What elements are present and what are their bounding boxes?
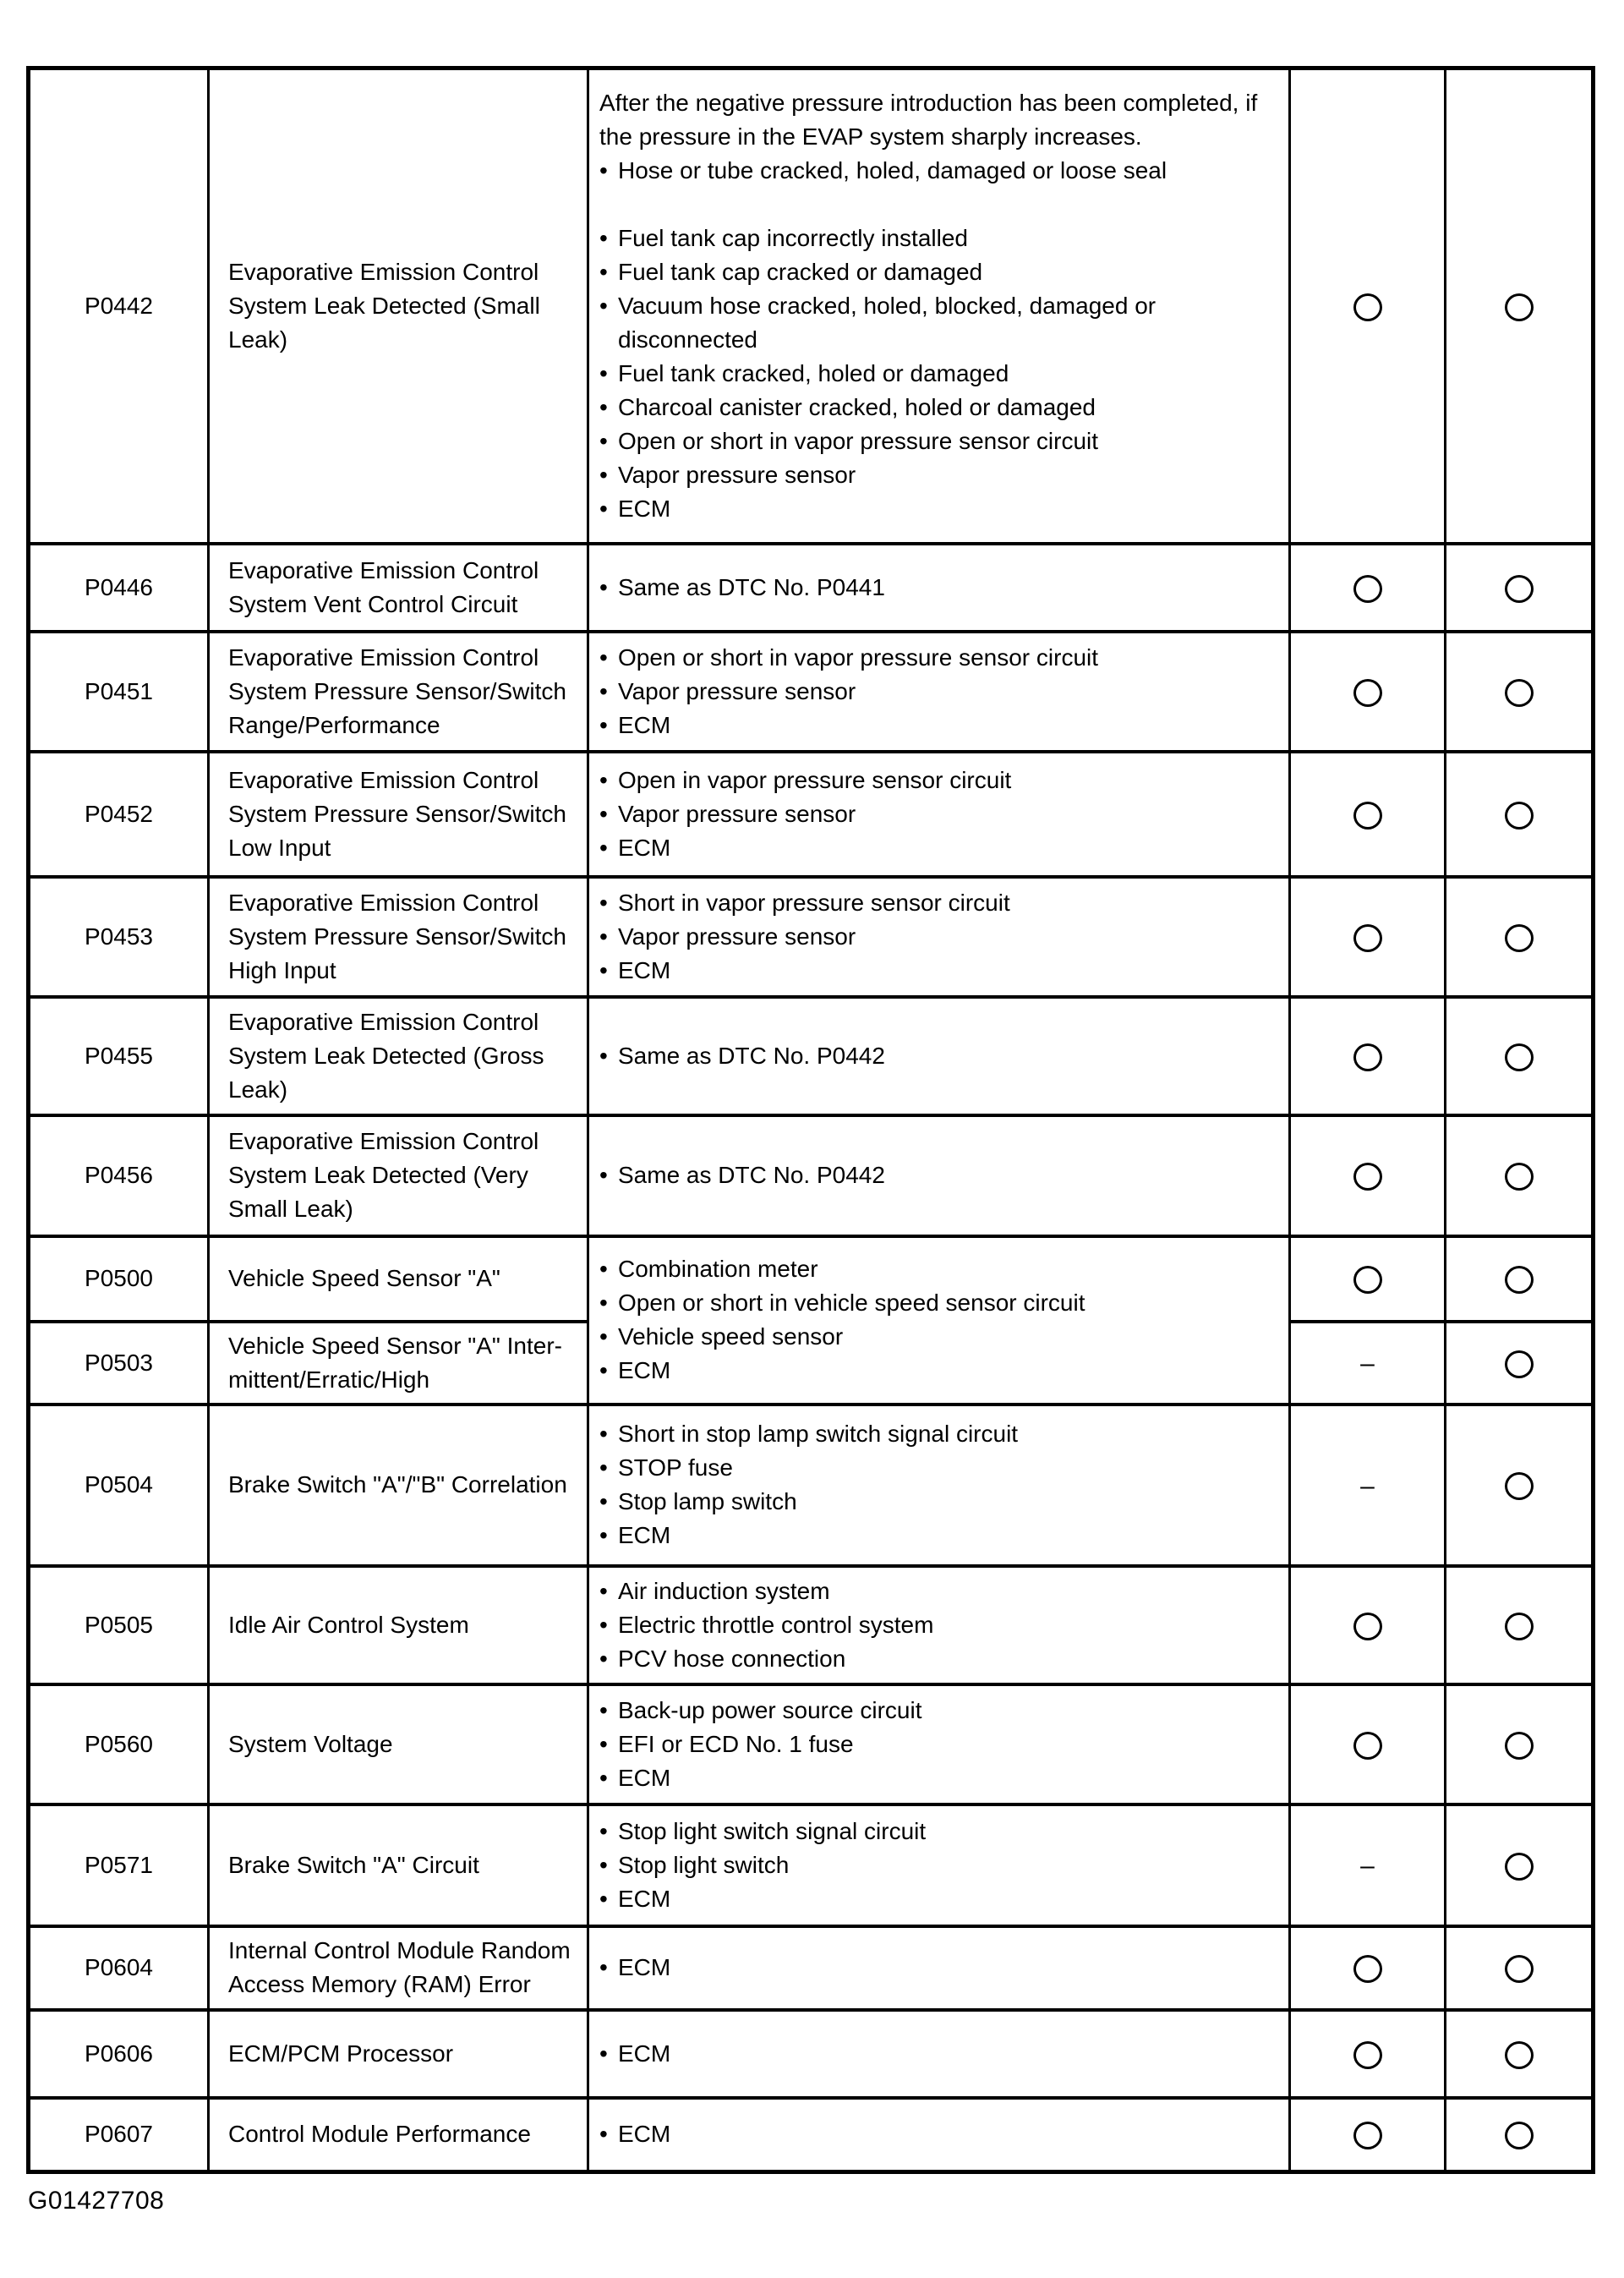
mark-cell-left [1290, 1926, 1446, 2010]
circle-mark [1505, 802, 1534, 830]
spacer [599, 188, 1280, 222]
trouble-item [599, 1158, 1280, 1192]
circle-mark [1505, 1613, 1534, 1640]
mark-cell-right [1446, 2098, 1594, 2172]
trouble-area-cell [588, 997, 1290, 1115]
trouble-item [599, 641, 1280, 675]
dtc-code-cell: P0606 [29, 2010, 209, 2098]
trouble-intro: After the negative pressure introduction has been completed, if the pressure in the EVAP system sharply increases. [599, 89, 1258, 150]
bullet-icon: • [599, 1488, 608, 1514]
bullet-icon: • [599, 2040, 608, 2067]
circle-mark [1505, 293, 1534, 321]
bullet-icon: • [599, 1730, 608, 1757]
mark-cell-left [1290, 1804, 1446, 1926]
mark-cell-left [1290, 1115, 1446, 1236]
trouble-item [599, 222, 1280, 255]
circle-mark [1505, 575, 1534, 603]
circle-mark [1505, 1853, 1534, 1881]
trouble-item [599, 1882, 1280, 1916]
bullet-icon: • [599, 1454, 608, 1481]
trouble-item-text: Open or short in vehicle speed sensor circuit [618, 1290, 1085, 1316]
dtc-code-cell: P0451 [29, 632, 209, 752]
trouble-area-cell [588, 1804, 1290, 1926]
trouble-item-text: ECM [618, 1522, 671, 1548]
trouble-item-text: Fuel tank cap incorrectly installed [618, 224, 968, 251]
trouble-item-text: Vapor pressure sensor [618, 800, 856, 827]
trouble-item-text: Stop light switch signal circuit [618, 1817, 927, 1844]
trouble-area-cell [588, 1926, 1290, 2010]
trouble-item-text: ECM [618, 834, 671, 861]
circle-mark [1505, 1350, 1534, 1378]
trouble-item [599, 424, 1280, 458]
trouble-item-text: ECM [618, 2121, 671, 2148]
trouble-item-text: Vapor pressure sensor [618, 677, 856, 704]
dtc-code-cell: P0560 [29, 1684, 209, 1804]
mark-cell-right [1446, 997, 1594, 1115]
bullet-icon: • [599, 393, 608, 420]
circle-mark [1353, 2041, 1382, 2069]
bullet-icon: • [599, 2121, 608, 2148]
mark-cell-left [1290, 544, 1446, 632]
trouble-item [599, 458, 1280, 492]
dtc-code-cell: P0571 [29, 1804, 209, 1926]
mark-cell-right [1446, 1926, 1594, 2010]
dtc-code-cell: P0505 [29, 1566, 209, 1684]
trouble-item-text: Same as DTC No. P0442 [618, 1162, 885, 1188]
circle-mark [1505, 1043, 1534, 1071]
trouble-area-cell [588, 2098, 1290, 2172]
trouble-item-text: ECM [618, 1885, 671, 1912]
bullet-icon: • [599, 1954, 608, 1980]
trouble-item [599, 675, 1280, 709]
mark-cell-left [1290, 1566, 1446, 1684]
dtc-description-cell: Brake Switch "A"/"B" Correlation [209, 1405, 588, 1566]
dtc-row [29, 68, 1594, 544]
trouble-item-text: ECM [618, 956, 671, 983]
mark-cell-left [1290, 68, 1446, 544]
trouble-item-text: Vacuum hose cracked, holed, blocked, damaged or disconnected [618, 292, 1156, 353]
circle-mark [1353, 679, 1382, 707]
dtc-row [29, 544, 1594, 632]
dtc-row [29, 1236, 1594, 1322]
bullet-icon: • [599, 224, 608, 251]
dtc-description-cell: Control Module Performance [209, 2098, 588, 2172]
mark-cell-right [1446, 1236, 1594, 1322]
dtc-code-cell: P0503 [29, 1322, 209, 1405]
circle-mark [1505, 2122, 1534, 2149]
mark-cell-left [1290, 632, 1446, 752]
circle-mark [1505, 1266, 1534, 1294]
bullet-icon: • [599, 1162, 608, 1188]
trouble-item-text: Short in vapor pressure sensor circuit [618, 889, 1010, 916]
dtc-code-cell: P0455 [29, 997, 209, 1115]
dtc-description-cell: Evaporative Emission Control System Leak Detected (Gross Leak) [209, 997, 588, 1115]
dtc-row [29, 2098, 1594, 2172]
bullet-icon: • [599, 1522, 608, 1548]
trouble-item-text: Same as DTC No. P0442 [618, 1042, 885, 1069]
trouble-area-cell [588, 877, 1290, 997]
trouble-area-cell [588, 2010, 1290, 2098]
trouble-area-cell [588, 544, 1290, 632]
dtc-description-cell: Evaporative Emission Control System Pressure Sensor/Switch Low Input [209, 752, 588, 877]
circle-mark [1353, 1613, 1382, 1640]
dtc-row [29, 1926, 1594, 2010]
dtc-description-cell: Evaporative Emission Control System Pressure Sensor/Switch Range/Performance [209, 632, 588, 752]
trouble-area-cell [588, 68, 1290, 544]
trouble-item-text: ECM [618, 495, 671, 522]
dtc-table-body [29, 68, 1594, 2172]
dtc-row [29, 997, 1594, 1115]
trouble-item [599, 1815, 1280, 1848]
trouble-item-text: Open or short in vapor pressure sensor circuit [618, 643, 1099, 671]
circle-mark [1505, 679, 1534, 707]
bullet-icon: • [599, 766, 608, 793]
circle-mark [1505, 1732, 1534, 1760]
mark-cell-left [1290, 877, 1446, 997]
circle-mark [1353, 2122, 1382, 2149]
trouble-item [599, 492, 1280, 526]
dtc-description-cell: Evaporative Emission Control System Vent Control Circuit [209, 544, 588, 632]
bullet-icon: • [599, 292, 608, 319]
trouble-item-text: Short in stop lamp switch signal circuit [618, 1421, 1019, 1447]
bullet-icon: • [599, 643, 608, 671]
trouble-item-text: ECM [618, 1954, 671, 1980]
dtc-code-cell: P0504 [29, 1405, 209, 1566]
mark-cell-left [1290, 2098, 1446, 2172]
bullet-icon: • [599, 1817, 608, 1844]
trouble-item [599, 1519, 1280, 1552]
circle-mark [1505, 1955, 1534, 1983]
trouble-item [599, 1354, 1280, 1388]
dtc-description-cell: Internal Control Module Random Access Memory (RAM) Error [209, 1926, 588, 2010]
circle-mark [1353, 293, 1382, 321]
circle-mark [1505, 1472, 1534, 1500]
trouble-item [599, 2117, 1280, 2151]
mark-cell-right [1446, 877, 1594, 997]
dtc-row [29, 2010, 1594, 2098]
trouble-item-text: ECM [618, 2040, 671, 2067]
trouble-item-text: Vapor pressure sensor [618, 461, 856, 488]
trouble-item [599, 391, 1280, 424]
trouble-area-cell [588, 1236, 1290, 1405]
bullet-icon: • [599, 1357, 608, 1383]
dtc-description-cell: Idle Air Control System [209, 1566, 588, 1684]
trouble-item [599, 357, 1280, 391]
dtc-description-cell: Evaporative Emission Control System Pressure Sensor/Switch High Input [209, 877, 588, 997]
trouble-item-text: Hose or tube cracked, holed, damaged or loose seal [618, 156, 1167, 183]
mark-cell-right [1446, 1115, 1594, 1236]
bullet-icon: • [599, 1323, 608, 1350]
mark-cell-left [1290, 1684, 1446, 1804]
trouble-item [599, 1252, 1280, 1286]
trouble-item [599, 255, 1280, 289]
trouble-item [599, 920, 1280, 954]
trouble-area-cell [588, 1115, 1290, 1236]
trouble-item-text: Charcoal canister cracked, holed or damaged [618, 393, 1096, 420]
dtc-code-cell: P0604 [29, 1926, 209, 2010]
trouble-item [599, 571, 1280, 605]
circle-mark [1353, 575, 1382, 603]
trouble-item [599, 764, 1280, 797]
trouble-area-cell [588, 1405, 1290, 1566]
dtc-row [29, 752, 1594, 877]
trouble-item-text: Electric throttle control system [618, 1611, 934, 1638]
trouble-item [599, 1574, 1280, 1608]
circle-mark [1353, 1163, 1382, 1191]
dash-mark: – [1360, 1471, 1375, 1500]
trouble-item-text: Fuel tank cracked, holed or damaged [618, 359, 1009, 386]
dtc-row [29, 877, 1594, 997]
trouble-area-cell [588, 632, 1290, 752]
trouble-item [599, 1417, 1280, 1451]
bullet-icon: • [599, 427, 608, 454]
dtc-description-cell: System Voltage [209, 1684, 588, 1804]
bullet-icon: • [599, 495, 608, 522]
trouble-item [599, 709, 1280, 742]
dtc-code-cell: P0607 [29, 2098, 209, 2172]
trouble-item [599, 2037, 1280, 2071]
mark-cell-left [1290, 1405, 1446, 1566]
dtc-code-cell: P0456 [29, 1115, 209, 1236]
trouble-item [599, 1039, 1280, 1073]
trouble-item-text: STOP fuse [618, 1454, 733, 1481]
trouble-area-cell [588, 1684, 1290, 1804]
bullet-icon: • [599, 923, 608, 950]
bullet-icon: • [599, 573, 608, 600]
trouble-item [599, 154, 1280, 188]
trouble-item-text: Stop lamp switch [618, 1488, 797, 1514]
bullet-icon: • [599, 1042, 608, 1069]
bullet-icon: • [599, 889, 608, 916]
dtc-description-cell: Vehicle Speed Sensor "A" Inter-mittent/Erratic/High [209, 1322, 588, 1405]
circle-mark [1353, 1043, 1382, 1071]
circle-mark [1353, 924, 1382, 952]
bullet-icon: • [599, 1290, 608, 1316]
bullet-icon: • [599, 258, 608, 285]
dtc-code-cell: P0453 [29, 877, 209, 997]
bullet-icon: • [599, 156, 608, 183]
trouble-item-text: Back-up power source circuit [618, 1696, 922, 1723]
trouble-item [599, 1608, 1280, 1642]
trouble-item-text: Vapor pressure sensor [618, 923, 856, 950]
bullet-icon: • [599, 1885, 608, 1912]
dtc-code-cell: P0500 [29, 1236, 209, 1322]
bullet-icon: • [599, 1851, 608, 1878]
dtc-code-cell: P0452 [29, 752, 209, 877]
trouble-item [599, 886, 1280, 920]
dtc-row [29, 1684, 1594, 1804]
circle-mark [1505, 924, 1534, 952]
bullet-icon: • [599, 834, 608, 861]
bullet-icon: • [599, 461, 608, 488]
bullet-icon: • [599, 1645, 608, 1672]
dtc-code-cell: P0446 [29, 544, 209, 632]
trouble-item-text: Open or short in vapor pressure sensor circuit [618, 427, 1099, 454]
trouble-item [599, 289, 1280, 357]
bullet-icon: • [599, 1611, 608, 1638]
mark-cell-right [1446, 632, 1594, 752]
bullet-icon: • [599, 800, 608, 827]
trouble-item [599, 797, 1280, 831]
trouble-item [599, 1485, 1280, 1519]
trouble-item [599, 1642, 1280, 1676]
mark-cell-left [1290, 2010, 1446, 2098]
bullet-icon: • [599, 1256, 608, 1282]
trouble-area-cell [588, 752, 1290, 877]
trouble-item [599, 1951, 1280, 1985]
bullet-icon: • [599, 1764, 608, 1791]
dtc-description-cell: Evaporative Emission Control System Leak Detected (Small Leak) [209, 68, 588, 544]
mark-cell-left [1290, 1322, 1446, 1405]
dtc-table [26, 66, 1595, 2174]
mark-cell-right [1446, 1566, 1594, 1684]
mark-cell-right [1446, 1804, 1594, 1926]
trouble-item-text: Same as DTC No. P0441 [618, 573, 885, 600]
bullet-icon: • [599, 1696, 608, 1723]
dtc-description-cell: Evaporative Emission Control System Leak Detected (Very Small Leak) [209, 1115, 588, 1236]
trouble-item [599, 954, 1280, 988]
bullet-icon: • [599, 956, 608, 983]
mark-cell-right [1446, 2010, 1594, 2098]
circle-mark [1353, 1732, 1382, 1760]
trouble-item-text: Combination meter [618, 1256, 818, 1282]
dtc-row [29, 1804, 1594, 1926]
dtc-description-cell: Vehicle Speed Sensor "A" [209, 1236, 588, 1322]
mark-cell-right [1446, 1405, 1594, 1566]
mark-cell-left [1290, 1236, 1446, 1322]
bullet-icon: • [599, 1421, 608, 1447]
circle-mark [1505, 1163, 1534, 1191]
dtc-description-cell: ECM/PCM Processor [209, 2010, 588, 2098]
trouble-item [599, 1451, 1280, 1485]
trouble-item [599, 1320, 1280, 1354]
trouble-item [599, 1848, 1280, 1882]
mark-cell-right [1446, 1684, 1594, 1804]
mark-cell-left [1290, 997, 1446, 1115]
trouble-item [599, 831, 1280, 865]
circle-mark [1505, 2041, 1534, 2069]
trouble-item [599, 1286, 1280, 1320]
trouble-item-text: Stop light switch [618, 1851, 790, 1878]
trouble-item [599, 1728, 1280, 1761]
bullet-icon: • [599, 677, 608, 704]
dtc-code-cell: P0442 [29, 68, 209, 544]
mark-cell-right [1446, 68, 1594, 544]
dtc-row [29, 1115, 1594, 1236]
dtc-row [29, 632, 1594, 752]
dash-mark: – [1360, 1852, 1375, 1881]
dash-mark: – [1360, 1350, 1375, 1378]
bullet-icon: • [599, 1577, 608, 1604]
trouble-item-text: ECM [618, 711, 671, 738]
trouble-item-text: Vehicle speed sensor [618, 1323, 844, 1350]
circle-mark [1353, 1266, 1382, 1294]
trouble-item-text: Air induction system [618, 1577, 830, 1604]
trouble-item-text: EFI or ECD No. 1 fuse [618, 1730, 854, 1757]
trouble-item-text: ECM [618, 1764, 671, 1791]
figure-reference-code: G01427708 [28, 2187, 165, 2215]
circle-mark [1353, 1955, 1382, 1983]
trouble-item [599, 1694, 1280, 1728]
dtc-row [29, 1405, 1594, 1566]
mark-cell-right [1446, 1322, 1594, 1405]
dtc-row [29, 1566, 1594, 1684]
bullet-icon: • [599, 359, 608, 386]
trouble-item [599, 1761, 1280, 1795]
mark-cell-left [1290, 752, 1446, 877]
trouble-item-text: PCV hose connection [618, 1645, 846, 1672]
bullet-icon: • [599, 711, 608, 738]
trouble-item-text: ECM [618, 1357, 671, 1383]
mark-cell-right [1446, 544, 1594, 632]
trouble-item-text: Fuel tank cap cracked or damaged [618, 258, 983, 285]
mark-cell-right [1446, 752, 1594, 877]
circle-mark [1353, 802, 1382, 830]
dtc-description-cell: Brake Switch "A" Circuit [209, 1804, 588, 1926]
trouble-area-cell [588, 1566, 1290, 1684]
trouble-item-text: Open in vapor pressure sensor circuit [618, 766, 1012, 793]
